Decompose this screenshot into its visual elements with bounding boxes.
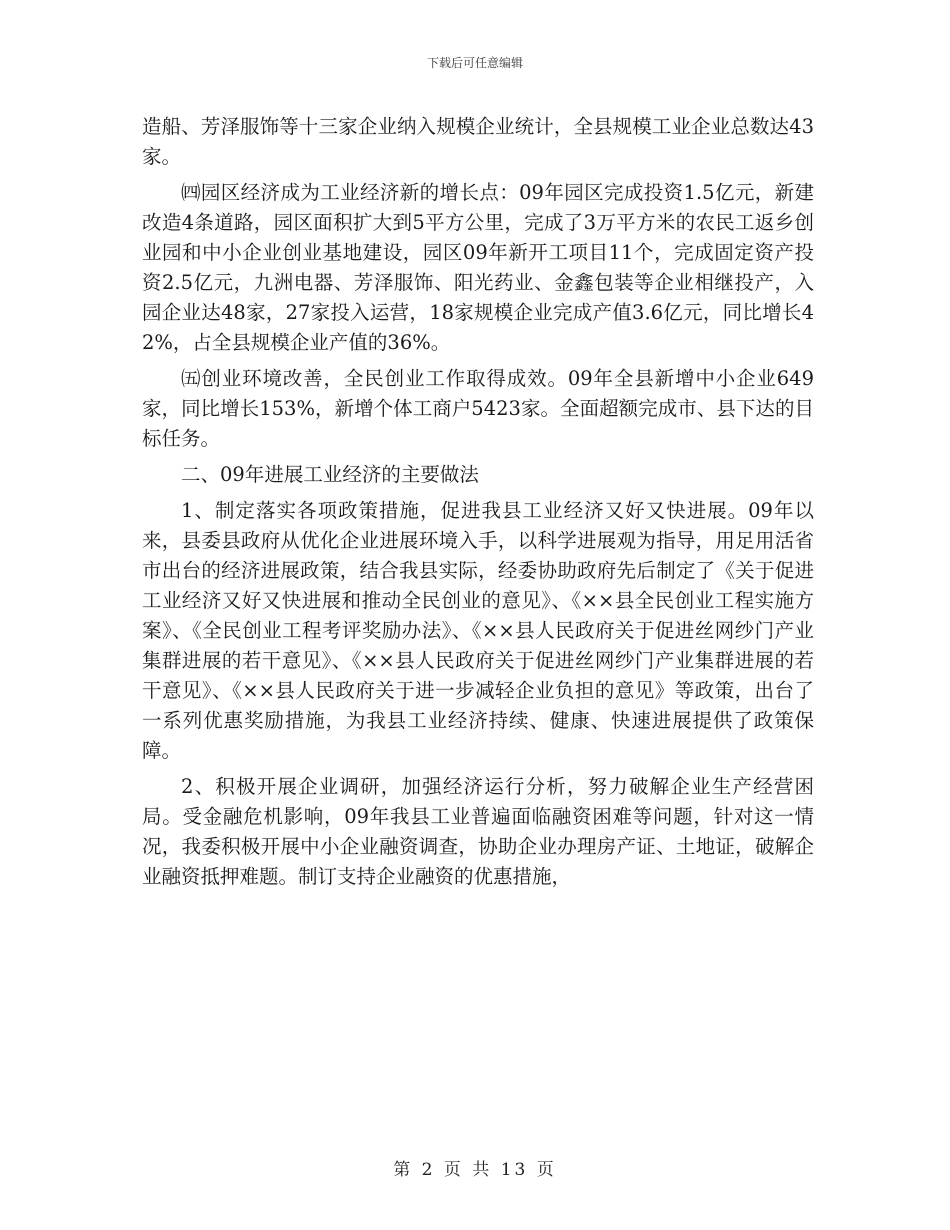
document-body [142,112,814,892]
paragraph-5: 2、积极开展企业调研，加强经济运行分析，努力破解企业生产经营困局。受金融危机影响，09年我县工业普遍面临融资困难等问题，针对这一情况，我委积极开展中小企业融资调查，协助企业办理房产证、土地证，破解企业融资抵押难题。制订支持企业融资的优惠措施， [142,775,814,888]
paragraph-1: 造船、芳泽服饰等十三家企业纳入规模企业统计，全县规模工业企业总数达43家。 [142,115,814,168]
page-footer: 第 2 页 共 13 页 [393,1160,557,1180]
paragraph-4: 1、制定落实各项政策措施，促进我县工业经济又好又快进展。09年以来，县委县政府从优化企业进展环境入手，以科学进展观为指导，用足用活省市出台的经济进展政策，结合我县实际，经委协助政府先后制定了《关于促进工业经济又好又快进展和推动全民创业的意见》、《××县全民创业工程实施方案》、《全民创业工程考评奖励办法》、《××县人民政府关于促进丝网纱门产业集群进展的若干意见》、《××县人民政府关于促进丝网纱门产业集群进展的若干意见》、《××县人民政府关于进一步减轻企业负担的意见》等政策，出台了一系列优惠奖励措施，为我县工业经济持续、健康、快速进展提供了政策保障。 [142,499,814,762]
paragraph-3: ㈤创业环境改善，全民创业工作取得成效。09年全县新增中小企业649家，同比增长153%，新增个体工商户5423家。全面超额完成市、县下达的目标任务。 [142,367,814,450]
paragraph-2: ㈣园区经济成为工业经济新的增长点：09年园区完成投资1.5亿元，新建改造4条道路，园区面积扩大到5平方公里，完成了3万平方米的农民工返乡创业园和中小企业创业基地建设，园区09年新开工项目11个，完成固定资产投资2.5亿元，九洲电器、芳泽服饰、阳光药业、金鑫包装等企业相继投产，入园企业达48家，27家投入运营，18家规模企业完成产值3.6亿元，同比增长42%，占全县规模企业产值的36%。 [142,181,814,354]
section-heading: 二、09年进展工业经济的主要做法 [181,463,479,486]
page-header: 下载后可任意编辑 [426,56,523,70]
